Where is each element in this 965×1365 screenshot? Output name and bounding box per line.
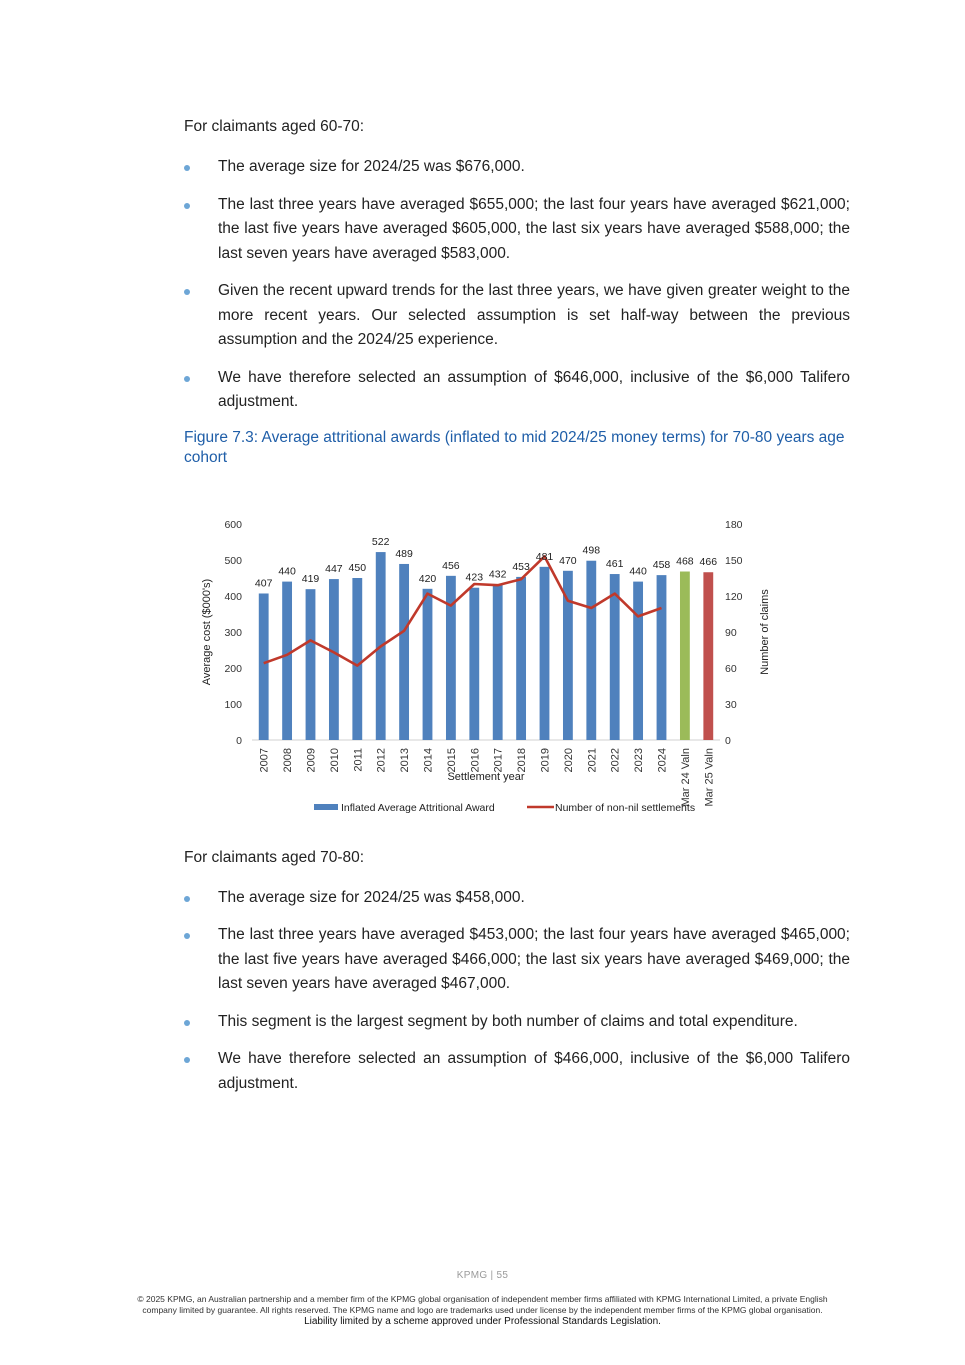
bullet-icon (184, 165, 190, 171)
x-tick-label: 2024 (656, 747, 669, 772)
legend-label-line: Number of non-nil settlements (555, 801, 696, 814)
bullet-item: The last three years have averaged $453,000; the last four years have averaged $465,000; the last five years have averaged $466,000; the last six years have averaged $469,000; the last seven years have averaged $467,000. (184, 923, 850, 997)
y2-tick-label: 120 (725, 590, 743, 603)
section-60-70-intro: For claimants aged 60-70: (184, 118, 365, 135)
data-label: 481 (535, 550, 554, 563)
bar (610, 574, 620, 740)
bar (282, 581, 292, 739)
x-tick-label: 2014 (422, 747, 435, 772)
data-label: 498 (582, 544, 601, 557)
bullet-icon (184, 1057, 190, 1063)
x-tick-label: 2012 (375, 747, 388, 772)
bar (329, 579, 339, 740)
copyright-line-1: © 2025 KPMG, an Australian partnership and a member firm of the KPMG global organisation of independent member firms affiliated with KPMG International Limited, a private English (137, 1294, 828, 1304)
bullet-icon (184, 896, 190, 902)
y2-tick-label: 60 (725, 662, 737, 675)
legend-label-bars: Inflated Average Attritional Award (341, 801, 495, 814)
data-label: 450 (348, 561, 367, 574)
chart-container (184, 486, 850, 826)
y-tick-label: 600 (224, 518, 242, 531)
y-tick-label: 0 (236, 734, 242, 747)
y-tick-label: 200 (224, 662, 242, 675)
data-label: 456 (442, 559, 460, 572)
y-tick-label: 100 (224, 698, 242, 711)
y2-tick-label: 30 (725, 698, 737, 711)
data-label: 407 (254, 576, 273, 589)
x-tick-label: 2018 (516, 747, 529, 772)
bar-line-chart (184, 486, 850, 826)
section-70-80-bullets (184, 886, 850, 1097)
data-label: 522 (371, 535, 390, 548)
legend-swatch-bars (314, 804, 338, 810)
data-label: 453 (512, 560, 530, 573)
page-number: KPMG | 55 (456, 1270, 509, 1281)
bar (680, 571, 690, 739)
y-tick-label: 500 (224, 554, 242, 567)
y2-tick-label: 0 (725, 734, 731, 747)
x-axis-title: Settlement year (447, 770, 525, 783)
data-label: 468 (676, 555, 694, 568)
section-60-70-bullets (184, 155, 850, 415)
x-tick-label: 2009 (305, 747, 318, 772)
y2-axis-title: Number of claims (759, 588, 771, 675)
x-tick-label: 2016 (469, 747, 482, 772)
y-axis-title: Average cost ($000's) (201, 578, 213, 685)
x-tick-label: 2020 (562, 747, 575, 772)
bullet-item: The last three years have averaged $655,000; the last four years have averaged $621,000; the last five years have averaged $605,000, the last six years have averaged $588,000; the last seven years have averaged $583,000. (184, 193, 850, 267)
bar (423, 588, 433, 739)
bullet-item: We have therefore selected an assumption of $466,000, inclusive of the $6,000 Talifero adjustment. (184, 1047, 850, 1096)
x-tick-label: Mar 24 Valn (679, 747, 692, 806)
x-tick-label: 2019 (539, 747, 552, 772)
x-tick-label: 2021 (586, 747, 599, 772)
y2-tick-label: 180 (725, 518, 743, 531)
bullet-icon (184, 1020, 190, 1026)
data-label: 470 (559, 554, 577, 567)
figure-caption: Figure 7.3: Average attritional awards (inflated to mid 2024/25 money terms) for 70-80 years age cohort (184, 428, 845, 466)
x-tick-label: 2022 (609, 747, 622, 772)
bar (469, 587, 479, 739)
data-label: 458 (652, 558, 671, 571)
data-label: 440 (629, 565, 647, 578)
x-tick-label: 2015 (445, 747, 458, 772)
bar (586, 560, 596, 739)
x-tick-label: 2007 (258, 747, 271, 772)
data-label: 447 (325, 562, 343, 575)
data-label: 419 (301, 572, 320, 585)
bar (399, 563, 409, 739)
bar (540, 566, 550, 739)
bar (493, 584, 503, 740)
x-tick-label: 2008 (282, 747, 295, 772)
bullet-item: The average size for 2024/25 was $676,000. (184, 155, 850, 180)
bullet-item: Given the recent upward trends for the last three years, we have given greater weight to the more recent years. Our selected assumption is set half-way between the previous assumption and the 2024/25 experience. (184, 279, 850, 353)
bullet-icon (184, 933, 190, 939)
bar (633, 581, 643, 739)
data-label: 489 (395, 547, 413, 560)
x-tick-label: 2017 (492, 747, 505, 772)
bar (703, 572, 713, 740)
x-tick-label: 2023 (633, 747, 646, 772)
bullet-icon (184, 289, 190, 295)
data-label: 440 (278, 565, 296, 578)
data-label: 461 (605, 557, 624, 570)
x-tick-label: 2010 (328, 747, 341, 772)
settlements-line (264, 556, 662, 665)
data-label: 423 (465, 571, 484, 584)
bullet-item: This segment is the largest segment by both number of claims and total expenditure. (184, 1010, 850, 1035)
bar (446, 575, 456, 739)
bar (352, 578, 362, 740)
bullet-item: We have therefore selected an assumption of $646,000, inclusive of the $6,000 Talifero adjustment. (184, 366, 850, 415)
bar (516, 576, 526, 739)
bar (306, 589, 316, 740)
page-content (184, 115, 850, 1109)
data-label: 420 (418, 572, 437, 585)
bar (657, 575, 667, 740)
x-tick-label: Mar 25 Valn (703, 747, 716, 806)
bullet-icon (184, 376, 190, 382)
copyright-notice (0, 1294, 965, 1316)
bullet-icon (184, 203, 190, 209)
y2-tick-label: 150 (725, 554, 743, 567)
x-tick-label: 2011 (352, 747, 365, 772)
copyright-line-2: company limited by guarantee. All rights reserved. The KPMG name and logo are trademarks used under license by the independent member firms of the KPMG global organisation. (142, 1305, 823, 1315)
x-tick-label: 2013 (399, 747, 412, 772)
y-tick-label: 400 (224, 590, 242, 603)
liability-notice: Liability limited by a scheme approved under Professional Standards Legislation. (304, 1316, 661, 1327)
bar (259, 593, 269, 740)
y2-tick-label: 90 (725, 626, 737, 639)
bullet-item: The average size for 2024/25 was $458,000. (184, 886, 850, 911)
section-70-80-intro: For claimants aged 70-80: (184, 848, 365, 866)
data-label: 466 (699, 555, 718, 568)
data-label: 432 (488, 567, 507, 580)
y-tick-label: 300 (224, 626, 242, 639)
